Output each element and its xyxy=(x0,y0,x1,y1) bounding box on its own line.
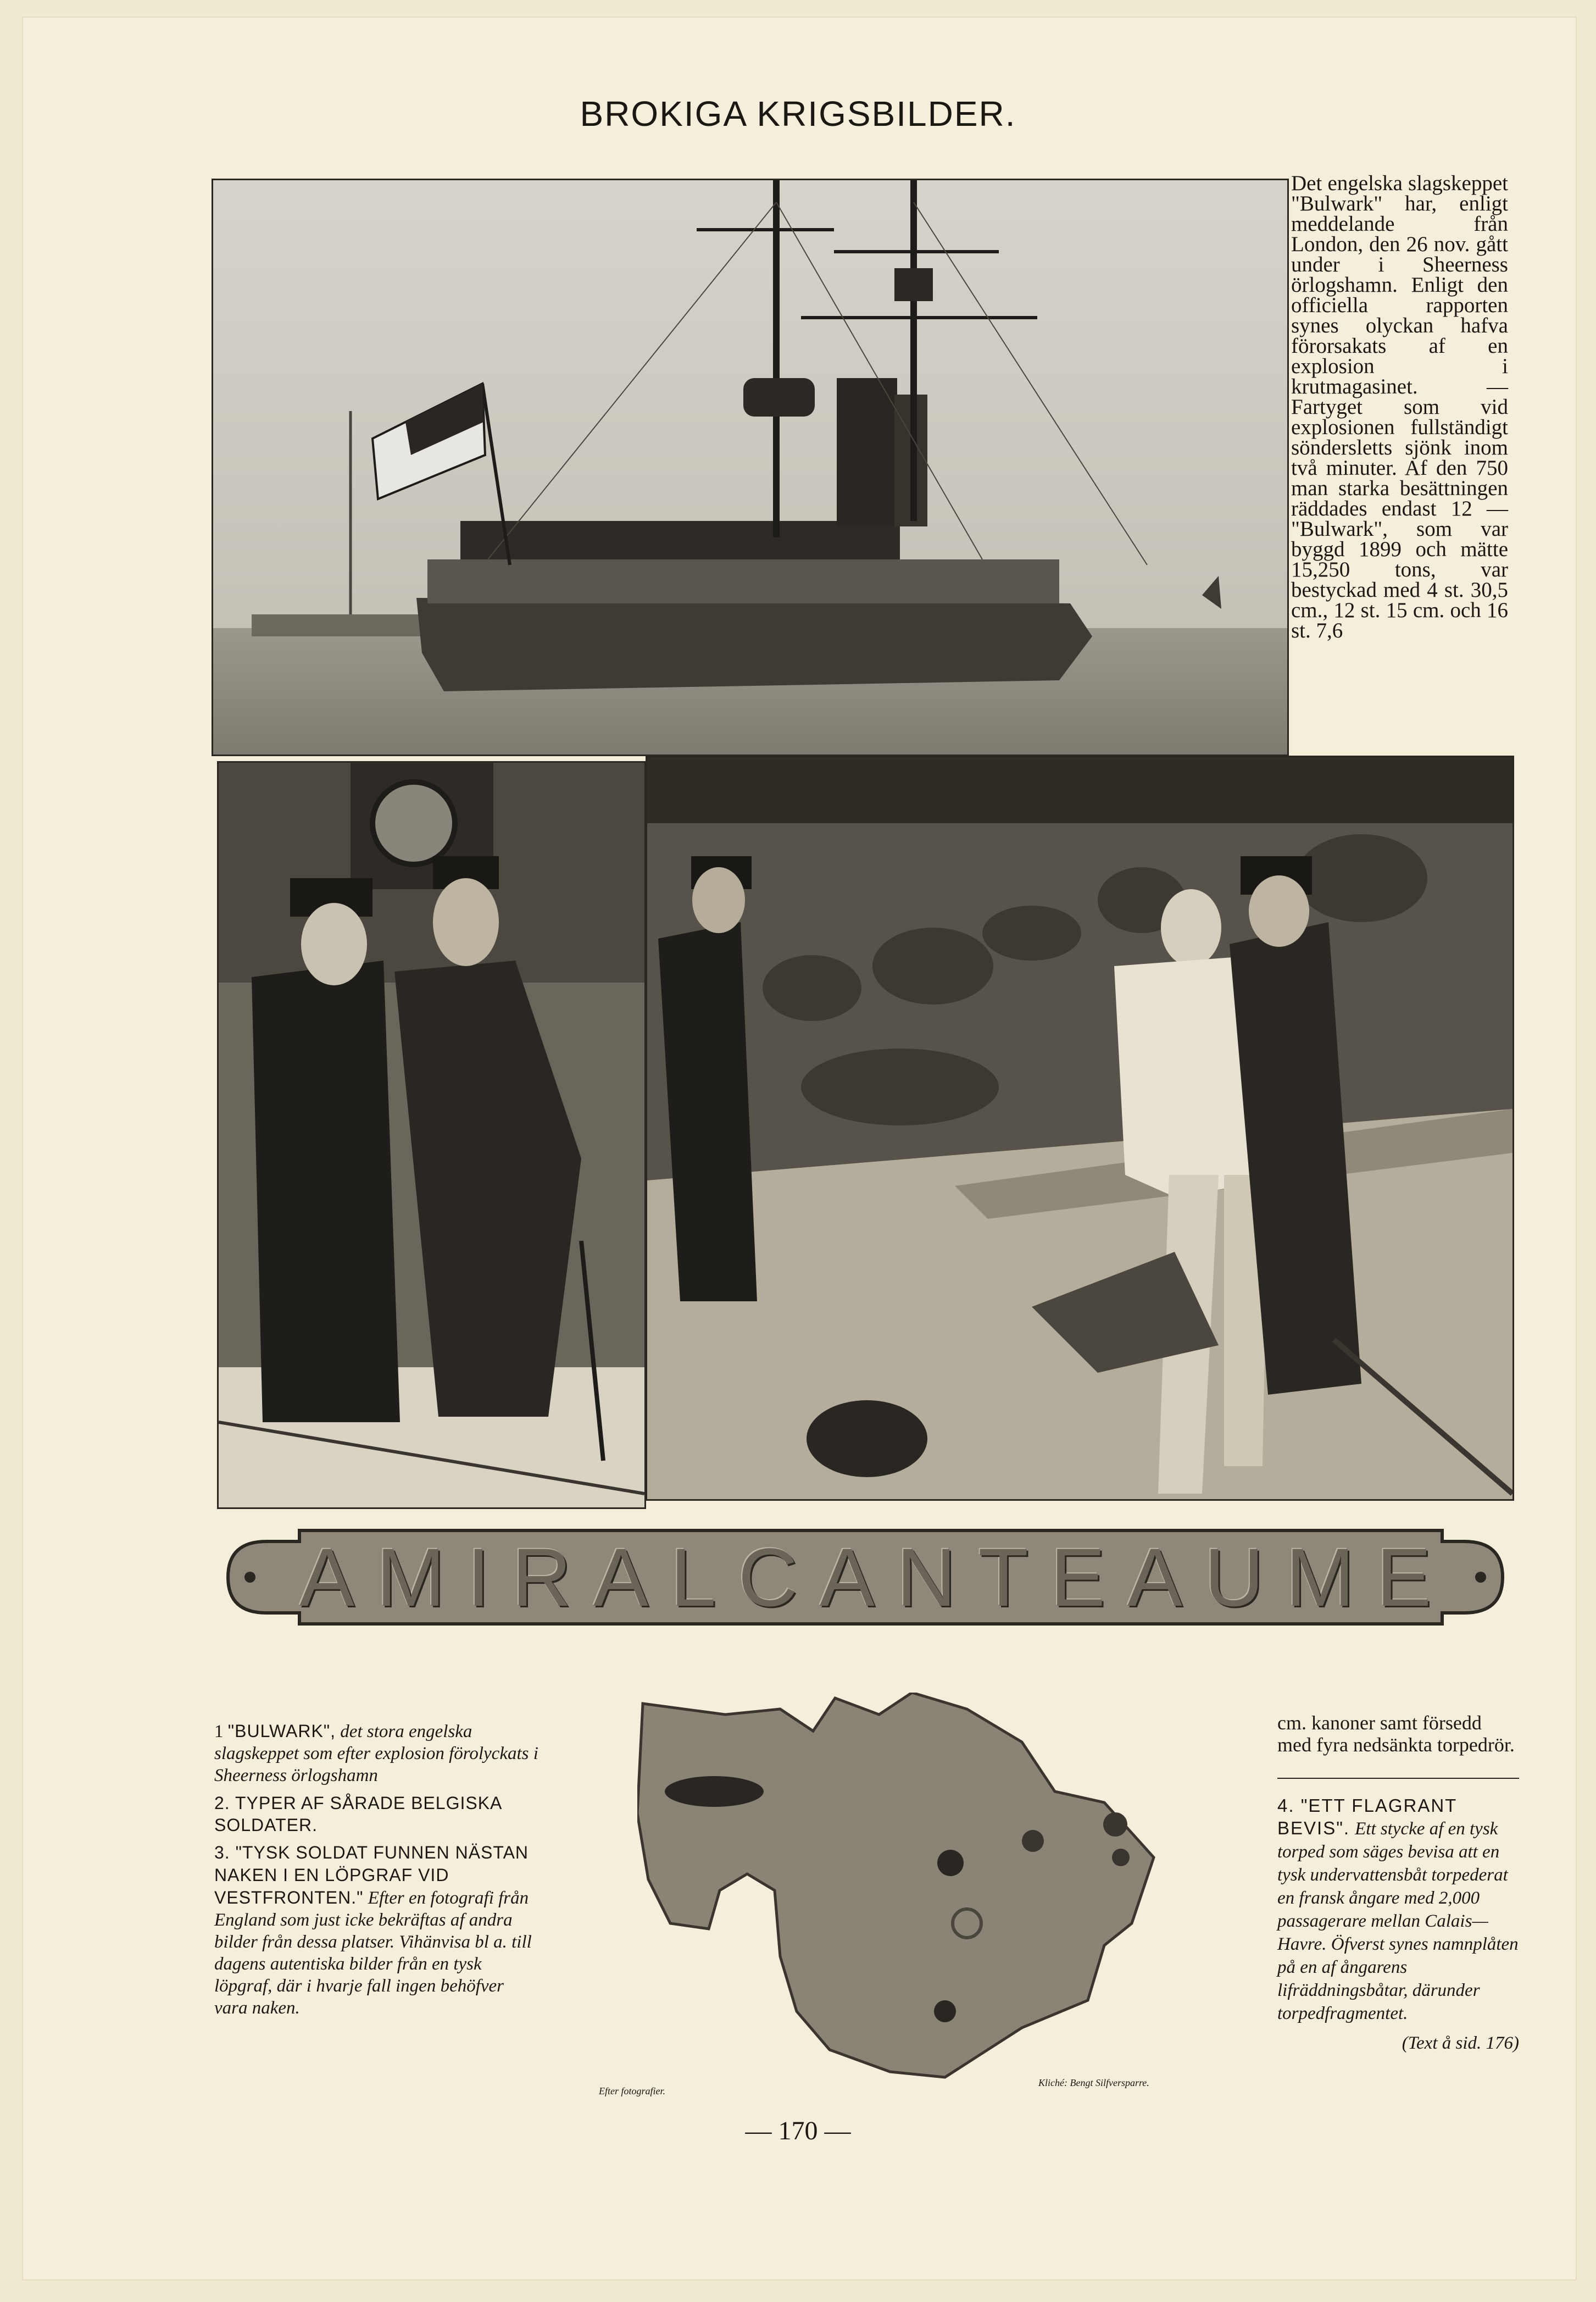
caption-4 xyxy=(1277,1794,1519,2024)
page-heading: BROKIGA KRIGSBILDER. xyxy=(580,94,1016,134)
torpedo-fragment-illustration xyxy=(637,1693,1165,2088)
nameplate-letter: U xyxy=(1204,1530,1286,1623)
soldiers-illustration xyxy=(219,763,644,1507)
photo-credit-right: Kliché: Bengt Silfversparre. xyxy=(1038,2077,1149,2088)
nameplate-letter: R xyxy=(511,1530,594,1623)
caption-4-title: 4. "ETT FLAGRANT BEVIS". xyxy=(1277,1795,1457,1838)
nameplate-letter: N xyxy=(896,1530,978,1623)
nameplate-letter: M xyxy=(1286,1530,1377,1623)
nameplate-letter: A xyxy=(819,1530,897,1623)
photo-torpedo-fragment xyxy=(637,1693,1165,2088)
caption-bulwark-text: Det engelska slagskeppet "Bulwark" har, enligt meddelande från London, den 26 nov. gått under i Sheerness örlogshamn. Enligt den officiella rapporten synes olyckan hafva förorsakats af en explosion i krutmagasinet. — Fartyget som vid explosionen fullständigt söndersletts sjönk inom två minuter. Af den 750 man starka besättningen räddades endast 12 — "Bulwark", som var byggd 1899 och mätte 15,250 tons, var bestyckad med 4 st. 30,5 cm., 12 st. 15 cm. och 16 st. 7,6 xyxy=(1291,171,1508,642)
nameplate-letter: A xyxy=(593,1530,671,1623)
caption-1 xyxy=(214,1720,538,1787)
caption-2: 2. TYPER AF SÅRADE BELGISKA SOLDATER. xyxy=(214,1793,502,1835)
caption-divider xyxy=(1277,1778,1519,1779)
photo-battleship-bulwark xyxy=(212,179,1289,756)
nameplate-letter: T xyxy=(978,1530,1050,1623)
nameplate-letter: I xyxy=(467,1530,512,1623)
caption-3-text: Efter en fotografi från England som just icke bekräftas af andra bilder från dessa platser. Vihänvisa bl a. till dagens autentiska bilder från en tysk löpgraf, där i hvarje fall ingen behöfver vara naken. xyxy=(214,1888,532,2018)
caption-4-page-reference: (Text å sid. 176) xyxy=(1402,2033,1519,2053)
caption-bulwark-continued: cm. kanoner samt försedd med fyra nedsänkta torpedrör. xyxy=(1277,1712,1515,1756)
battleship-illustration xyxy=(213,180,1287,755)
caption-1-title: "BULWARK", xyxy=(227,1721,336,1741)
caption-1-text: det stora engelska slagskeppet som efter explosion förolyckats i Sheerness örlogshamn xyxy=(214,1722,538,1785)
nameplate-letter: M xyxy=(376,1530,468,1623)
photo-wounded-belgian-soldiers xyxy=(217,761,646,1509)
nameplate-letter: L xyxy=(670,1530,738,1623)
caption-3-title: 3. "TYSK SOLDAT FUNNEN NÄSTAN NAKEN I EN LÖPGRAF VID VESTFRONTEN." xyxy=(214,1843,529,1907)
caption-3 xyxy=(214,1841,538,2019)
photo-credit-left: Efter fotografier. xyxy=(599,2085,665,2096)
nameplate-letter: A xyxy=(1127,1530,1205,1623)
nameplate-lettering xyxy=(217,1519,1514,1635)
captions-right xyxy=(1277,1712,1519,1763)
page-number: — 170 — xyxy=(745,2116,851,2145)
nameplate-letter: E xyxy=(1050,1530,1127,1623)
nameplate-letter: E xyxy=(1376,1530,1454,1623)
nameplate-letter: A xyxy=(299,1530,377,1623)
caption-1-number: 1 xyxy=(214,1722,224,1741)
captions-left xyxy=(214,1720,538,2024)
nameplate-amiral-canteaume xyxy=(217,1519,1514,1635)
caption-4-text: Ett stycke af en tysk torped som säges bevisa att en tysk undervattensbåt torpederat en fransk ångare med 2,000 passagerare mellan Calais—Havre. Öfverst synes namnplåten på en af ångarens lifräddningsbåtar, därunder torpedfragmentet. xyxy=(1277,1819,1519,2023)
caption-4-block xyxy=(1277,1794,1519,2062)
photo-german-soldier-trench xyxy=(646,756,1514,1501)
trench-illustration xyxy=(647,757,1512,1499)
nameplate-letter: C xyxy=(738,1530,820,1623)
